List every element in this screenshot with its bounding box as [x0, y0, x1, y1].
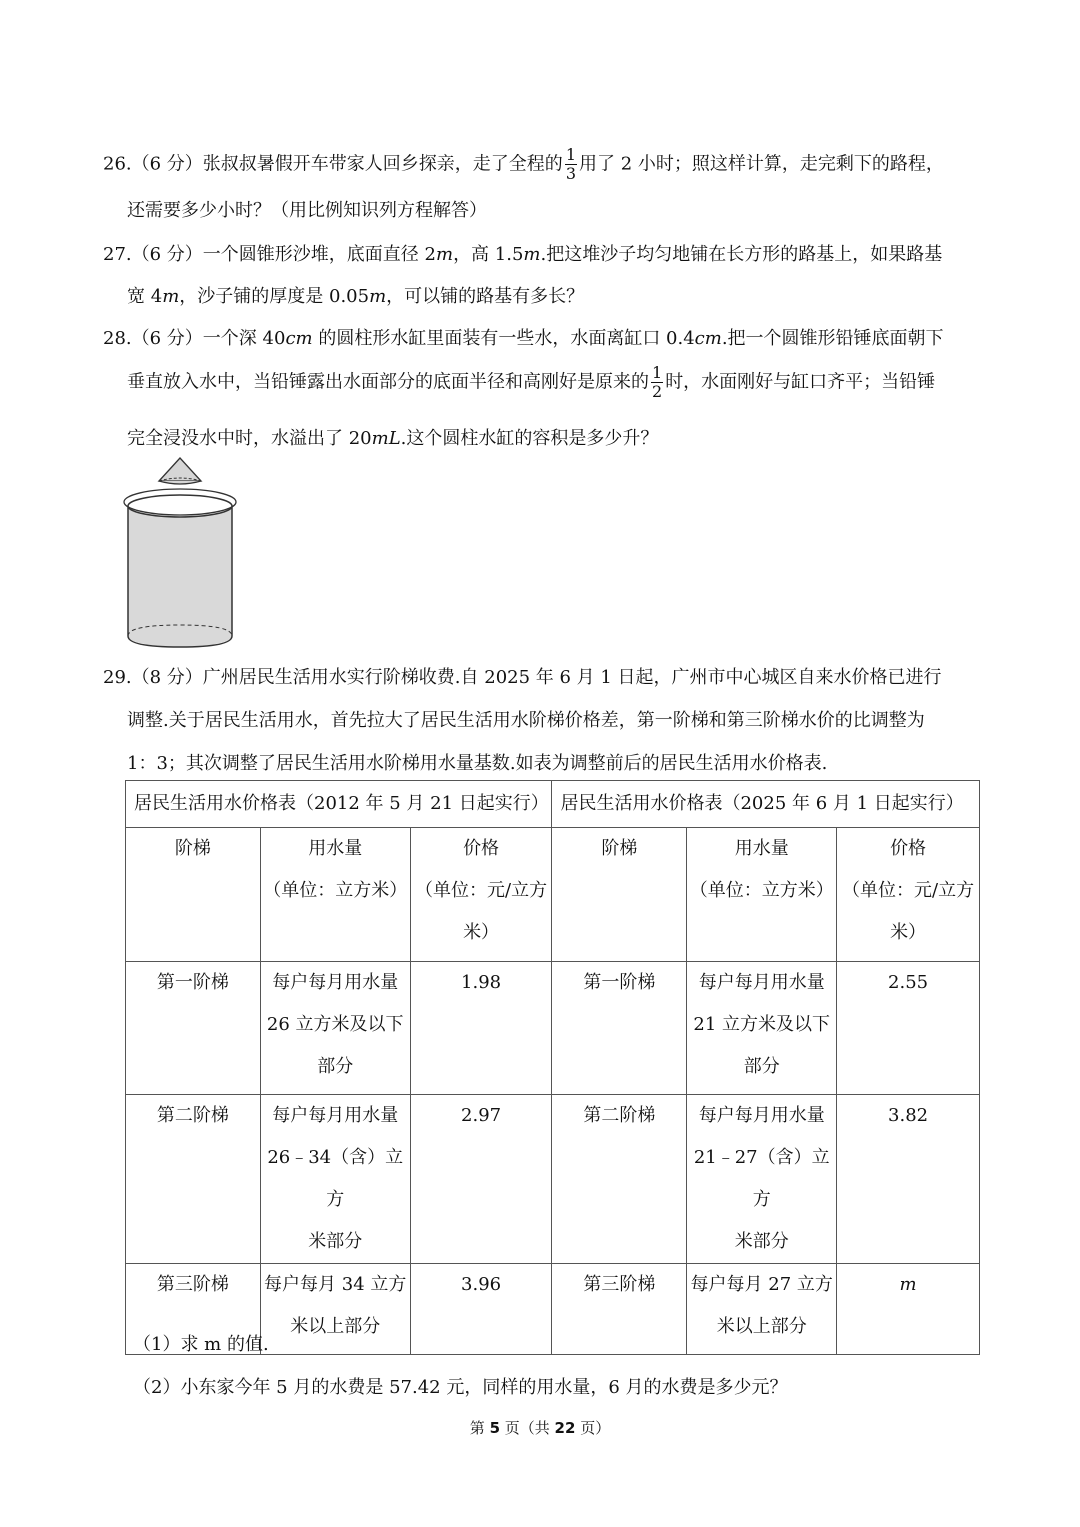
- q27-line2: 宽 4m，沙子铺的厚度是 0.05m，可以铺的路基有多长？: [127, 286, 585, 307]
- q26-text-b: 用了 2 小时；照这样计算，走完剩下的路程，: [579, 153, 944, 175]
- old-table-title: 居民生活用水价格表（2012 年 5 月 21 日起实行）: [126, 781, 552, 828]
- page-number: 5: [489, 1419, 500, 1437]
- page-footer: 第 5 页（共 22 页）: [469, 1419, 611, 1437]
- table-title-row: [126, 781, 980, 828]
- q26-line2: 还需要多少小时？（用比例知识列方程解答）: [127, 200, 487, 221]
- col-usage: 用水量 （单位：立方米）: [260, 828, 410, 962]
- col-price: 价格 （单位：元/立方 米）: [410, 828, 552, 962]
- q28-line3: 完全浸没水中时，水溢出了 20mL.这个圆柱水缸的容积是多少升？: [127, 428, 659, 449]
- page-total: 22: [554, 1419, 576, 1437]
- q29-sub2: （2）小东家今年 5 月的水费是 57.42 元，同样的用水量，6 月的水费是多少元？: [133, 1377, 788, 1398]
- cone-cylinder-figure: [118, 452, 248, 652]
- q28-line2: 垂直放入水中，当铅锤露出水面部分的底面半径和高刚好是原来的 $\frac{1}{2}$ 时，水面刚好与缸口齐平；当铅锤: [127, 363, 936, 401]
- col-tier: 阶梯: [552, 828, 687, 962]
- q29-line1: 29.（8 分）广州居民生活用水实行阶梯收费.自 2025 年 6 月 1 日起，广州市中心城区自来水价格已进行: [103, 667, 942, 688]
- cone-icon: [159, 458, 201, 484]
- q28-line1: 28.（6 分）一个深 40cm 的圆柱形水缸里面装有一些水，水面离缸口 0.4cm.把一个圆锥形铅锤底面朝下: [103, 328, 944, 349]
- new-table-title: 居民生活用水价格表（2025 年 6 月 1 日起实行）: [552, 781, 980, 828]
- col-price: 价格 （单位：元/立方 米）: [837, 828, 980, 962]
- col-usage: 用水量 （单位：立方米）: [687, 828, 837, 962]
- q27-line1: 27.（6 分）一个圆锥形沙堆，底面直径 2m，高 1.5m.把这堆沙子均匀地铺在长方形的路基上，如果路基: [103, 244, 943, 265]
- table-header-row: [126, 828, 980, 962]
- col-tier: 阶梯: [126, 828, 261, 962]
- q26-line1: [103, 146, 944, 183]
- q29-sub1: （1）求 m 的值.: [133, 1334, 269, 1355]
- fraction-one-half: $\frac{1}{2}$: [652, 363, 663, 401]
- q26-text-a: 26.（6 分）张叔叔暑假开车带家人回乡探亲，走了全程的: [103, 153, 563, 175]
- table-row: 第二阶梯 每户每月用水量 26﹣34（含）立方 米部分 2.97 第二阶梯 每户每月用水量 21﹣27（含）立方 米部分 3.82: [126, 1095, 980, 1264]
- table-row: 第三阶梯 每户每月 34 立方 米以上部分 3.96 第三阶梯 每户每月 27 立方 米以上部分 m: [126, 1264, 980, 1355]
- unknown-m: m: [899, 1274, 917, 1295]
- fraction-one-third: $\frac{1}{3}$: [565, 145, 576, 183]
- table-row: 第一阶梯 每户每月用水量 26 立方米及以下 部分 1.98 第一阶梯 每户每月用水量 21 立方米及以下 部分 2.55: [126, 962, 980, 1095]
- q29-line3: 1：3；其次调整了居民生活用水阶梯用水量基数.如表为调整前后的居民生活用水价格表.: [127, 753, 828, 774]
- water-price-table: [125, 780, 980, 1355]
- q29-line2: 调整.关于居民生活用水，首先拉大了居民生活用水阶梯价格差，第一阶梯和第三阶梯水价的比调整为: [127, 710, 925, 731]
- cylinder-icon: [124, 489, 236, 647]
